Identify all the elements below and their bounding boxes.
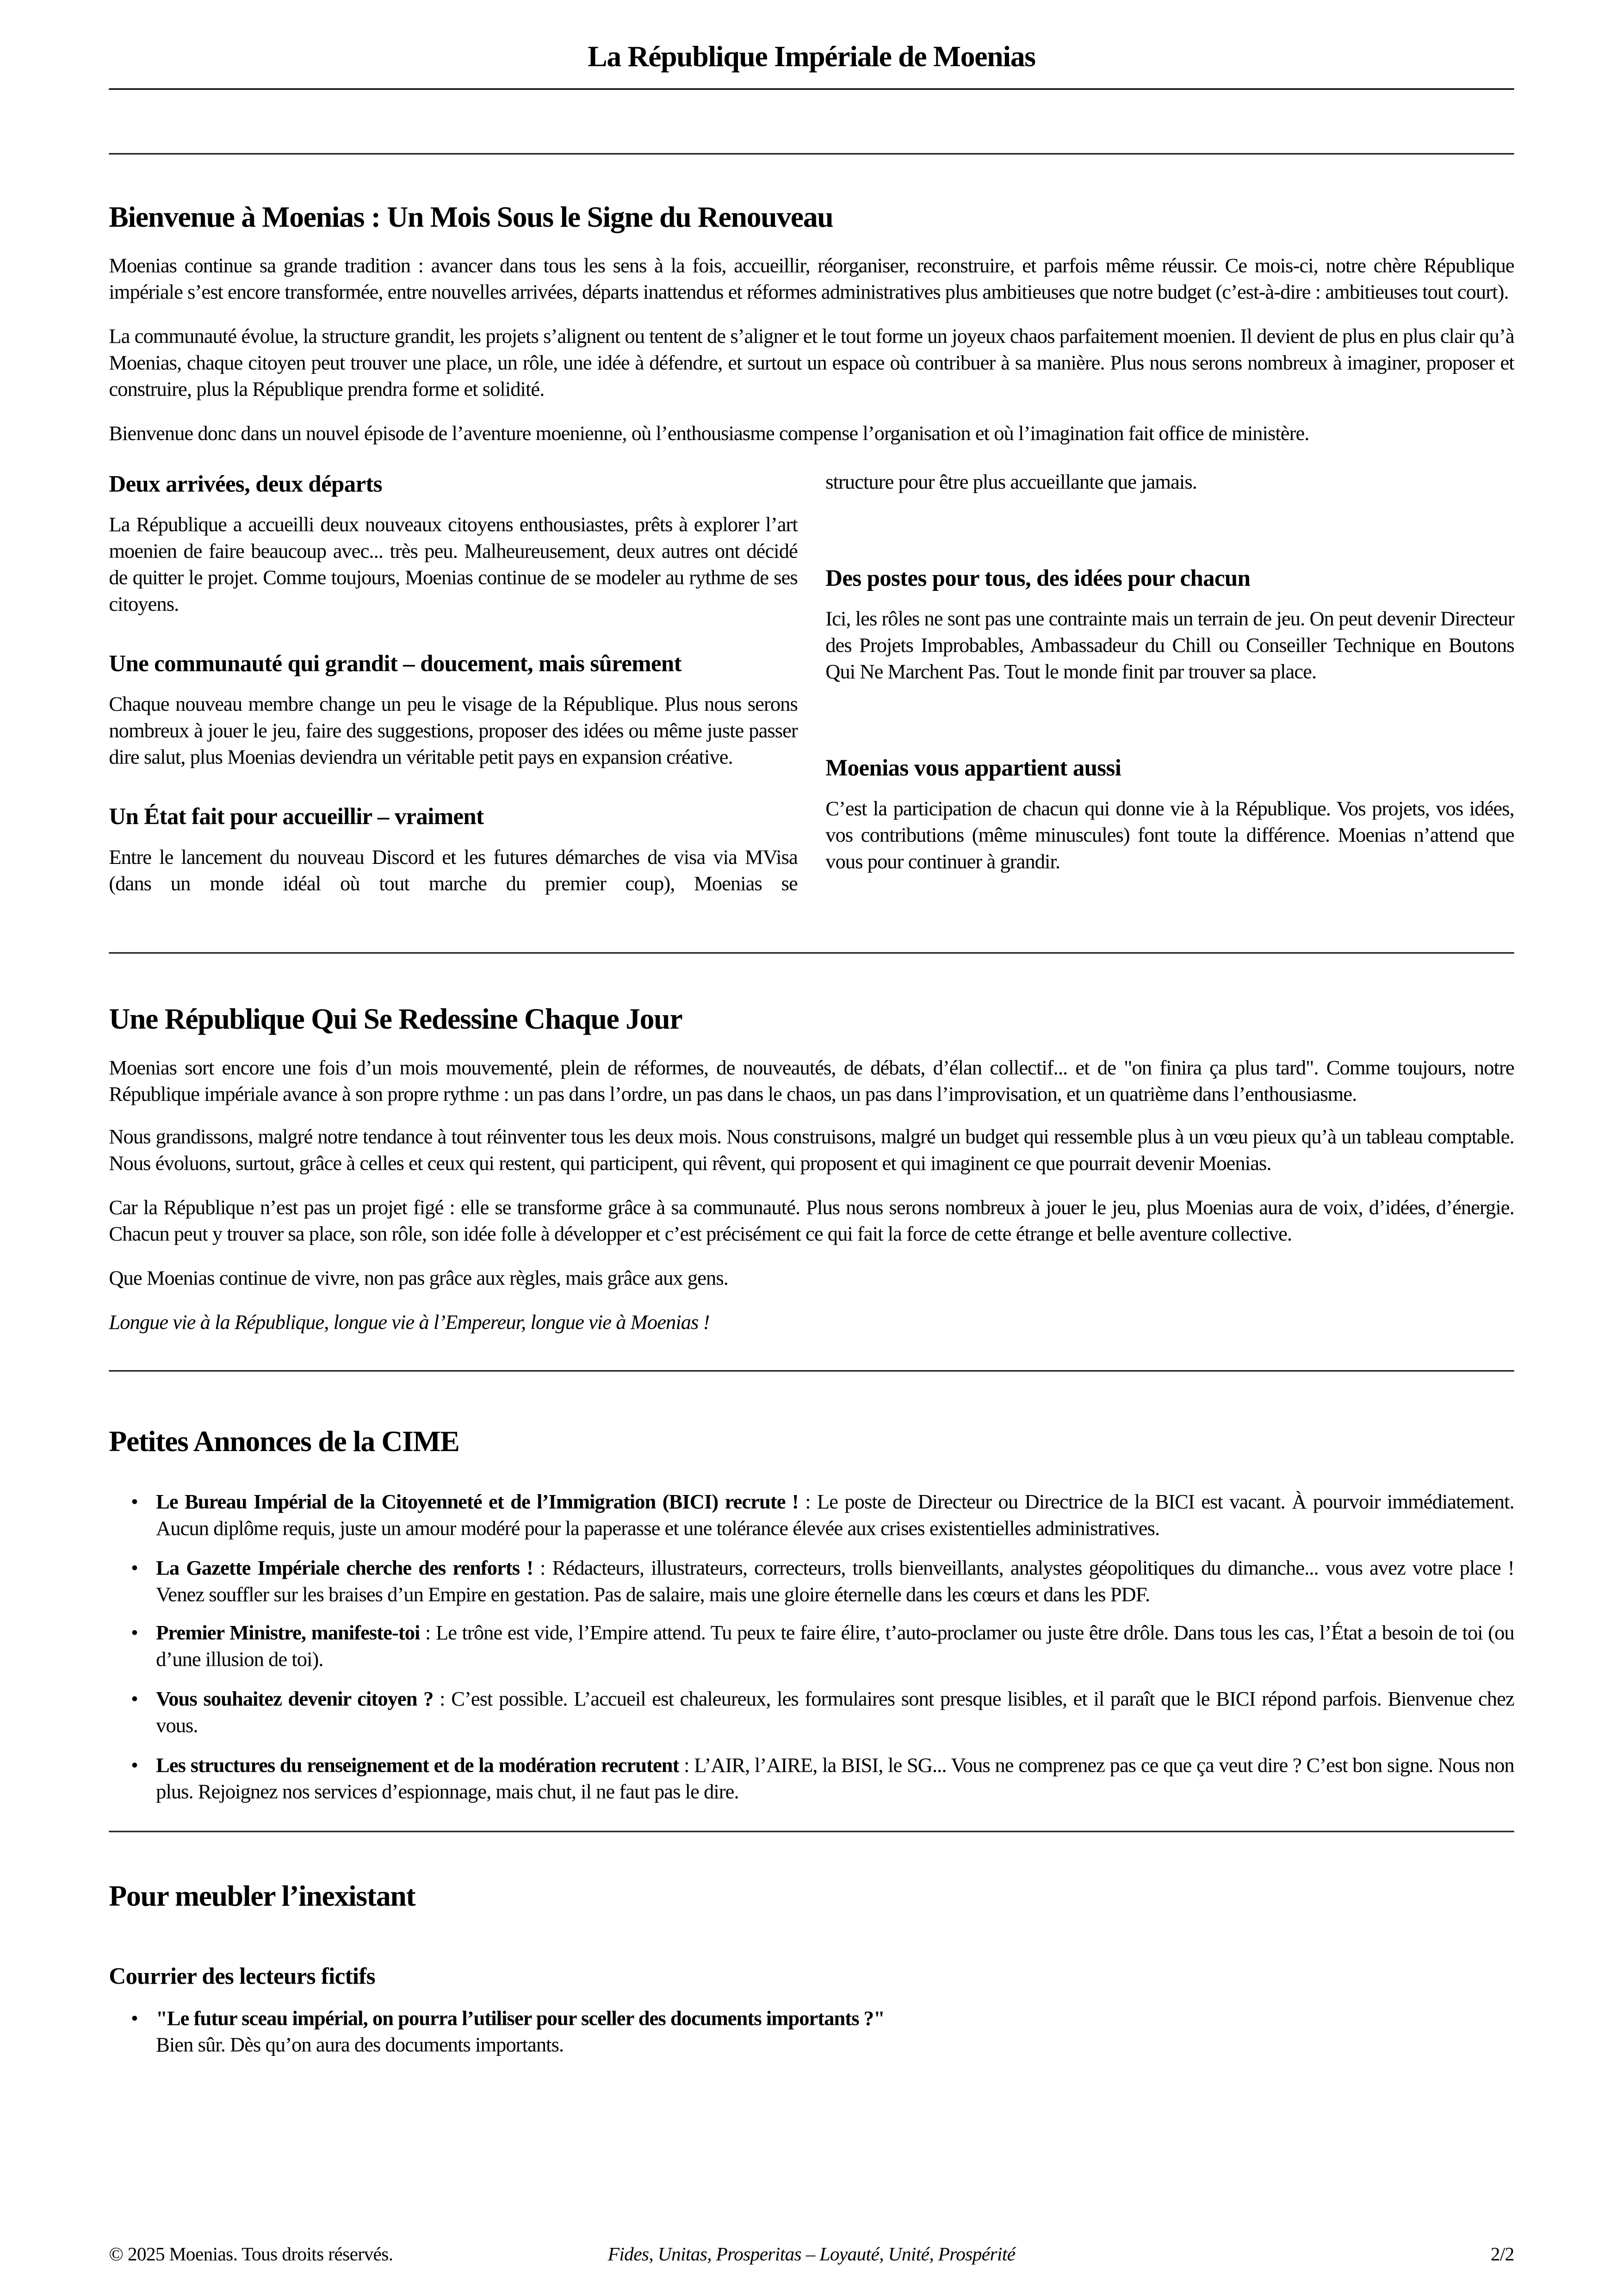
heading-petites-annonces: Petites Annonces de la CIME: [109, 1426, 459, 1458]
page-footer: [109, 2243, 1514, 2266]
list-item-premier-ministre: [156, 1622, 1514, 1675]
heading-des-postes: Des postes pour tous, des idées pour chacun: [825, 567, 1251, 592]
motto-line: Longue vie à la République, longue vie à l’Empereur, longue vie à Moenias !: [109, 1312, 710, 1335]
list-item-bold: Le Bureau Impérial de la Citoyenneté et de l’Immigration (BICI) recrute !: [156, 1492, 799, 1514]
right-column: [825, 472, 1514, 899]
footer-motto: Fides, Unitas, Prosperitas – Loyauté, Unité, Prospérité: [607, 2243, 1016, 2265]
heading-etat-accueillir: Un État fait pour accueillir – vraiment: [109, 805, 484, 830]
list-item-bici: [156, 1490, 1514, 1543]
left-column: [109, 472, 797, 899]
document-header-title: La République Impériale de Moenias: [588, 41, 1035, 74]
intro-paragraph-2: La communauté évolue, la structure grandit, les projets s’alignent ou tentent de s’aligner et le tout forme un joyeux chaos parfaitement moenien. Il devient de plus en plus clair qu’à Moenias, chaque citoyen peut trouver une place, un rôle, une idée à défendre, et surtout un espace où contribuer à sa manière. Plus nous serons nombreux à imaginer, proposer et construire, plus la République prendra forme et solidité.: [109, 326, 1514, 402]
section-divider-redessine: [109, 951, 1514, 953]
heading-deux-arrivees: Deux arrivées, deux départs: [109, 473, 382, 498]
list-item-bold: Premier Ministre, manifeste-toi: [156, 1624, 420, 1646]
list-item-text: : L’AIR, l’AIRE, la BISI, le SG... Vous ne comprenez pas ce que ça veut dire ? C’est bon signe. Nous non plus. Rejoignez nos services d’espionnage, mais chut, il ne faut pas le dire.: [156, 1756, 1514, 1805]
heading-pour-meubler: Pour meubler l’inexistant: [109, 1880, 415, 1913]
heading-moenias-appartient: Moenias vous appartient aussi: [825, 756, 1121, 782]
list-item-text: : C’est possible. L’accueil est chaleureux, les formulaires sont presque lisibles, et il paraît que le BICI répond parfois. Bienvenue chez vous.: [156, 1690, 1514, 1738]
heading-courrier-lecteurs: Courrier des lecteurs fictifs: [109, 1964, 375, 1990]
intro-paragraph-1: Moenias continue sa grande tradition : avancer dans tous les sens à la fois, accueillir, réorganiser, reconstruire, et parfois même réussir. Ce mois-ci, notre chère République impériale s’est encore transformée, entre nouvelles arrivées, départs inattendus et réformes administratives plus ambitieuses que notre budget (c’est-à-dire : ambitieuses tout court).: [109, 256, 1514, 305]
left-paragraph-1: La République a accueilli deux nouveaux citoyens enthousiastes, prêts à explorer l’art moenien de faire beaucoup avec... très peu. Malheureusement, deux autres ont décidé de quitter le projet. Comme toujours, Moenias continue de se modeler au rythme de ses citoyens.: [109, 515, 798, 617]
list-item-bold: Les structures du renseignement et de la modération recrutent: [156, 1756, 679, 1778]
list-item-renseignement: [156, 1754, 1514, 1807]
section-divider-annonces: [109, 1370, 1514, 1371]
section-divider-top: [109, 153, 1514, 155]
footer-page-number: 2/2: [1490, 2243, 1514, 2265]
two-column-section: [109, 472, 1514, 899]
list-item-text: : Rédacteurs, illustrateurs, correcteurs, trolls bienveillants, analystes géopolitiques du dimanche... vous avez votre place ! Venez souffler sur les braises d’un Empire en gestation. Pas de salaire, mais une gloire éternelle dans les cœurs et dans les PDF.: [156, 1558, 1514, 1607]
redessine-paragraph-3: Car la République n’est pas un projet figé : elle se transforme grâce à sa communauté. Plus nous serons nombreux à jouer le jeu, plus Moenias aura de voix, d’idées, d’énergie. Chacun peut y trouver sa place, son rôle, son idée folle à développer et c’est précisément ce qui fait la force de cette étrange et belle aventure collective.: [109, 1198, 1514, 1247]
intro-paragraph-3: Bienvenue donc dans un nouvel épisode de l’aventure moenienne, où l’enthousiasme compense l’organisation et où l’imagination fait office de ministère.: [109, 423, 1309, 446]
footer-copyright: © 2025 Moenias. Tous droits réservés.: [109, 2243, 393, 2265]
list-item-text: : Le poste de Directeur ou Directrice de la BICI est vacant. À pourvoir immédiatement. Aucun diplôme requis, juste un amour modéré pour la paperasse et une tolérance élevée aux crises existentielles administratives.: [156, 1492, 1514, 1541]
list-item-bold: Vous souhaitez devenir citoyen ?: [156, 1690, 434, 1712]
redessine-paragraph-1: Moenias sort encore une fois d’un mois mouvementé, plein de réformes, de nouveautés, de débats, d’élan collectif... et de "on finira ça plus tard". Comme toujours, notre République impériale avance à son propre rythme : un pas dans l’ordre, un pas dans le chaos, un pas dans l’improvisation, et un quatrième dans l’enthousiasme.: [109, 1057, 1514, 1106]
list-item-citoyen: [156, 1688, 1514, 1741]
right-paragraph-2: C’est la participation de chacun qui donne vie à la République. Vos projets, vos idées, vos contributions (même minuscules) font toute la différence. Moenias n’attend que vous pour continuer à grandir.: [825, 799, 1514, 874]
left-paragraph-3: Entre le lancement du nouveau Discord et les futures démarches de visa via MVisa (dans un monde idéal où tout marche du premier coup), Moenias se: [109, 847, 798, 896]
annonces-list: [109, 1490, 1514, 1807]
heading-communaute-grandit: Une communauté qui grandit – doucement, mais sûrement: [109, 652, 681, 677]
reader-answer: Bien sûr. Dès qu’on aura des documents importants.: [156, 2035, 564, 2057]
heading-bienvenue: Bienvenue à Moenias : Un Mois Sous le Signe du Renouveau: [109, 201, 833, 234]
reader-question-text: "Le futur sceau impérial, on pourra l’utiliser pour sceller des documents importants ?": [156, 2009, 885, 2031]
redessine-paragraph-4: Que Moenias continue de vivre, non pas grâce aux règles, mais grâce aux gens.: [109, 1268, 728, 1291]
list-item-sceau: [156, 2007, 1514, 2060]
header-divider: [109, 88, 1514, 90]
right-paragraph-continuation: structure pour être plus accueillante que jamais.: [825, 473, 1197, 496]
list-item-gazette: [156, 1557, 1514, 1609]
redessine-paragraph-2: Nous grandissons, malgré notre tendance à tout réinventer tous les deux mois. Nous construisons, malgré un budget qui ressemble plus à un vœu pieux qu’à un tableau comptable. Nous évoluons, surtout, grâce à celles et ceux qui restent, qui participent, qui rêvent, qui proposent et qui imaginent ce que pourrait devenir Moenias.: [109, 1128, 1514, 1177]
right-paragraph-1: Ici, les rôles ne sont pas une contrainte mais un terrain de jeu. On peut devenir Directeur des Projets Improbables, Ambassadeur du Chill ou Conseiller Technique en Boutons Qui Ne Marchent Pas. Tout le monde finit par trouver sa place.: [825, 609, 1514, 685]
list-item-text: : Le trône est vide, l’Empire attend. Tu peux te faire élire, t’auto-proclamer ou juste être drôle. Dans tous les cas, l’État a besoin de toi (ou d’une illusion de toi).: [156, 1624, 1514, 1673]
heading-republique-redessine: Une République Qui Se Redessine Chaque Jour: [109, 1003, 682, 1036]
courrier-list: [109, 2007, 1514, 2060]
section-divider-meubler: [109, 1831, 1514, 1832]
left-paragraph-2: Chaque nouveau membre change un peu le visage de la République. Plus nous serons nombreux à jouer le jeu, faire des suggestions, proposer des idées ou même juste passer dire salut, plus Moenias deviendra un véritable petit pays en expansion créative.: [109, 695, 798, 770]
reader-question: [156, 2007, 1514, 2034]
list-item-bold: La Gazette Impériale cherche des renforts !: [156, 1558, 533, 1580]
